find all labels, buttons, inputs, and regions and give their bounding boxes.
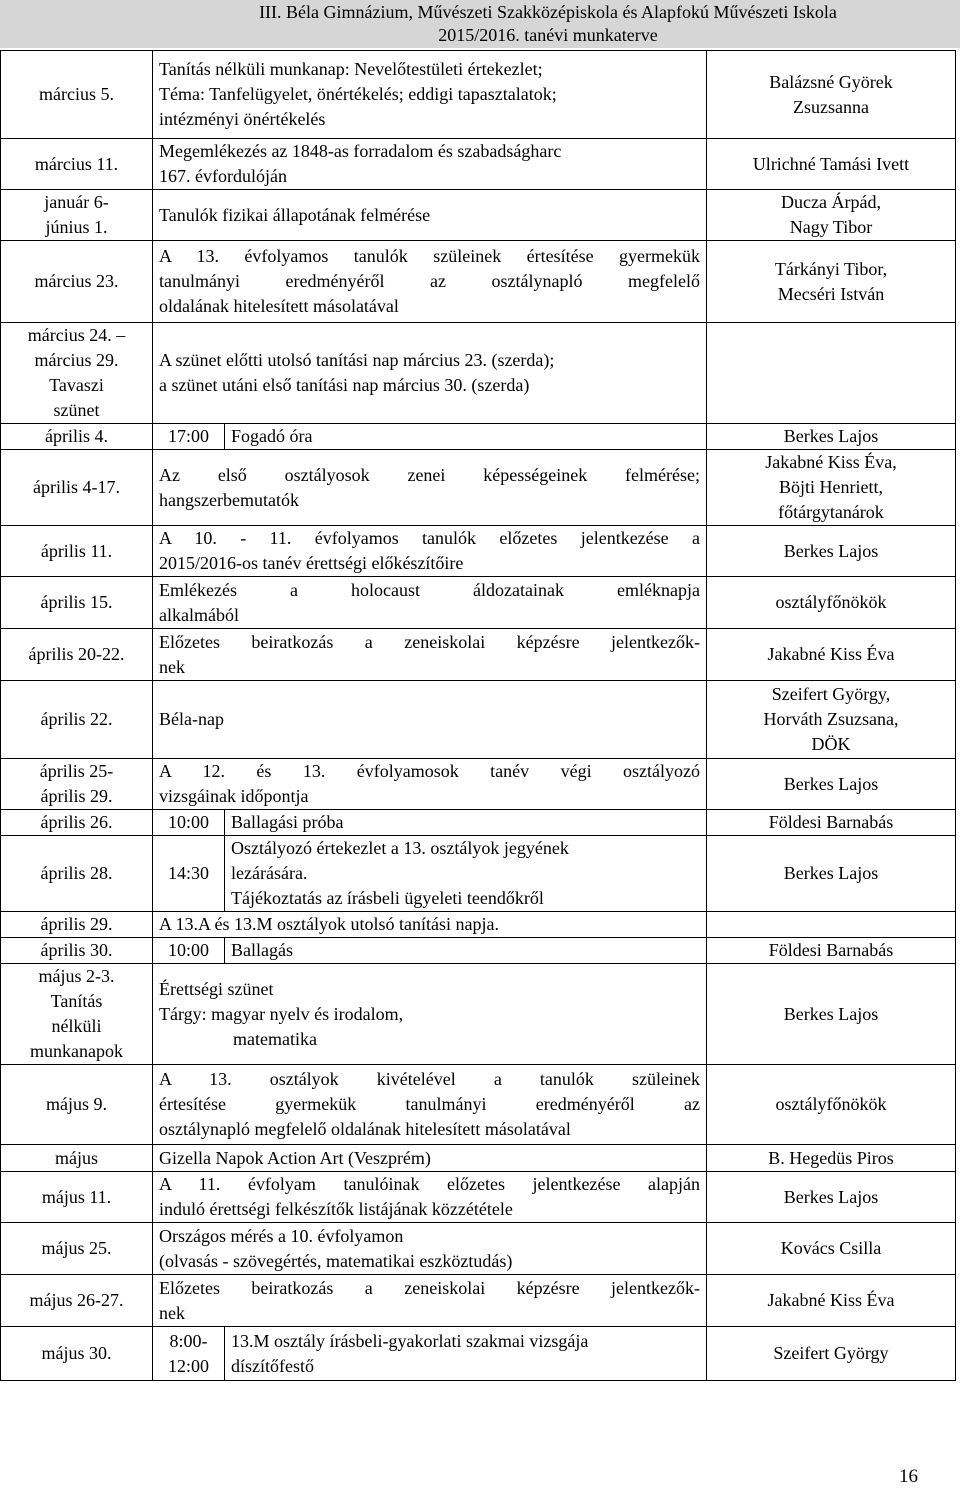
row-event [153, 323, 707, 424]
responsible-line: Berkes Lajos [783, 426, 879, 446]
row-event [153, 1275, 707, 1327]
date-line: április 28. [40, 863, 113, 883]
schedule-row [1, 1327, 956, 1381]
event-line: 2015/2016-os tanév érettségi előkészítőire [159, 553, 464, 573]
row-event [153, 450, 707, 526]
row-responsible [707, 450, 956, 526]
event-line: nek [159, 1302, 185, 1323]
header-school-name: III. Béla Gimnázium, Művészeti Szakközépiskola és Alapfokú Művészeti Iskola [259, 2, 837, 22]
row-responsible [707, 629, 956, 681]
date-line: március 5. [39, 84, 114, 104]
responsible-line: Mecséri István [777, 283, 885, 304]
responsible-line: Berkes Lajos [783, 773, 879, 794]
responsible-line: főtárgytanárok [778, 502, 884, 522]
row-date [1, 1275, 153, 1327]
event-line: Érettségi szünet [159, 978, 274, 999]
event-line: A 13. osztályok kivételével a tanulók szüleinek [159, 1069, 700, 1089]
date-line: munkanapok [30, 1041, 123, 1061]
row-date [1, 190, 153, 241]
row-event [153, 964, 707, 1065]
date-line: szünet [53, 400, 100, 420]
responsible-line: osztályfőnökök [775, 592, 887, 612]
row-event [225, 810, 707, 836]
schedule-row [1, 241, 956, 323]
event-line: Ballagás [231, 940, 293, 960]
schedule-row [1, 629, 956, 681]
date-line: április 4-17. [33, 477, 120, 497]
schedule-row [1, 577, 956, 629]
row-date [1, 1172, 153, 1223]
responsible-line: Balázsné Györek [769, 71, 893, 92]
row-responsible [707, 810, 956, 836]
row-time: 14:30 [153, 836, 225, 912]
schedule-row [1, 1065, 956, 1145]
schedule-row [1, 190, 956, 241]
row-event [153, 577, 707, 629]
schedule-row [1, 51, 956, 139]
event-line: Gizella Napok Action Art (Veszprém) [159, 1147, 431, 1168]
row-event [153, 1065, 707, 1145]
event-line: 167. évfordulóján [159, 166, 287, 186]
date-line: nélküli [51, 1016, 102, 1036]
row-event [225, 938, 707, 964]
row-event [153, 1223, 707, 1275]
responsible-line: Ulrichné Tamási Ivett [752, 153, 910, 174]
date-line: Tavaszi [49, 375, 104, 395]
row-date [1, 577, 153, 629]
row-responsible [707, 964, 956, 1065]
event-line: Osztályozó értekezlet a 13. osztályok jegyének [231, 838, 569, 858]
responsible-line: Földesi Barnabás [768, 812, 894, 832]
schedule-table [0, 50, 956, 1381]
event-line: Előzetes beiratkozás a zeneiskolai képzésre jelentkezők- [159, 1277, 700, 1298]
row-event [225, 1327, 707, 1381]
row-responsible [707, 681, 956, 759]
date-line: április 4. [45, 426, 108, 446]
responsible-line: Berkes Lajos [783, 540, 879, 561]
date-line: március 11. [34, 153, 119, 174]
schedule-row [1, 810, 956, 836]
row-responsible [707, 241, 956, 323]
schedule-row [1, 938, 956, 964]
responsible-line: Tárkányi Tibor, [774, 258, 888, 279]
row-date [1, 241, 153, 323]
date-line: április 22. [40, 709, 113, 729]
date-line: június 1. [45, 217, 108, 237]
event-line: (olvasás - szövegértés, matematikai eszköztudás) [159, 1250, 513, 1271]
row-responsible [707, 836, 956, 912]
row-date [1, 938, 153, 964]
row-event [153, 526, 707, 577]
row-responsible [707, 759, 956, 810]
date-line: március 24. – [27, 325, 126, 345]
row-responsible [707, 1172, 956, 1223]
schedule-row [1, 681, 956, 759]
event-line: 13.M osztály írásbeli-gyakorlati szakmai vizsgája [231, 1330, 589, 1351]
row-date [1, 526, 153, 577]
event-line: lezárására. [231, 863, 308, 883]
event-line: Megemlékezés az 1848-as forradalom és szabadságharc [159, 141, 562, 161]
event-line: intézményi önértékelés [159, 109, 326, 129]
row-date [1, 1065, 153, 1145]
event-line: a szünet utáni első tanítási nap március 30. (szerda) [159, 375, 530, 395]
event-line: Tanulók fizikai állapotának felmérése [159, 204, 431, 225]
date-line: május 9. [46, 1094, 107, 1114]
date-line: március 29. [34, 350, 119, 370]
event-line: tanulmányi eredményéről az osztálynapló megfelelő [159, 271, 700, 291]
responsible-line: DÖK [811, 734, 851, 754]
responsible-line: Jakabné Kiss Éva [767, 1290, 895, 1310]
date-line: április 25- [39, 761, 114, 781]
date-line: január 6- [44, 192, 109, 212]
event-line: alkalmából [159, 604, 239, 625]
schedule-row [1, 1223, 956, 1275]
row-responsible [707, 938, 956, 964]
row-date [1, 139, 153, 190]
row-event [153, 139, 707, 190]
event-line: Országos mérés a 10. évfolyamon [159, 1225, 404, 1246]
event-line: vizsgáinak időpontja [159, 786, 309, 806]
date-line: április 30. [40, 940, 113, 960]
event-line: A 13. évfolyamos tanulók szüleinek értesítése gyermekük [159, 246, 700, 266]
responsible-line: Szeifert György, [771, 684, 891, 704]
responsible-line: B. Hegedüs Piros [768, 1147, 894, 1168]
date-line: április 20-22. [28, 644, 125, 664]
page-header [0, 0, 960, 48]
event-line: Fogadó óra [231, 426, 313, 446]
row-responsible [707, 912, 956, 938]
schedule-row [1, 1145, 956, 1172]
row-event [153, 241, 707, 323]
event-line: Emlékezés a holocaust áldozatainak emléknapja [159, 579, 700, 600]
date-line: április 29. [40, 914, 113, 934]
date-line: április 15. [40, 592, 113, 612]
event-line: A 10. - 11. évfolyamos tanulók előzetes jelentkezése a [159, 528, 700, 548]
event-line: Ballagási próba [231, 812, 344, 832]
schedule-row [1, 759, 956, 810]
event-line: oldalának hitelesített másolatával [159, 296, 399, 316]
row-date [1, 1145, 153, 1172]
row-responsible [707, 424, 956, 450]
event-line: induló érettségi felkészítők listájának közzététele [159, 1199, 513, 1219]
event-line: hangszerbemutatók [159, 489, 299, 510]
responsible-line: Földesi Barnabás [768, 940, 894, 960]
event-line: díszítőfestő [231, 1355, 314, 1376]
responsible-line: Szeifert György [773, 1343, 889, 1363]
schedule-row [1, 450, 956, 526]
event-line: Tanítás nélküli munkanap: Nevelőtestületi értekezlet; [159, 59, 543, 79]
responsible-line: Nagy Tibor [789, 217, 873, 237]
row-time: 17:00 [153, 424, 225, 450]
responsible-line: osztályfőnökök [775, 1094, 887, 1114]
schedule-row [1, 964, 956, 1065]
schedule-row [1, 836, 956, 912]
header-plan-title: 2015/2016. tanévi munkaterve [438, 25, 658, 45]
row-date [1, 810, 153, 836]
event-line: A szünet előtti utolsó tanítási nap március 23. (szerda); [159, 350, 555, 370]
row-event [153, 1172, 707, 1223]
responsible-line: Ducza Árpád, [781, 192, 881, 212]
row-date [1, 964, 153, 1065]
row-responsible [707, 139, 956, 190]
row-responsible [707, 1223, 956, 1275]
row-event [153, 912, 707, 938]
event-line: osztálynapló megfelelő oldalának hitelesített másolatával [159, 1119, 571, 1139]
row-responsible [707, 190, 956, 241]
schedule-row [1, 323, 956, 424]
event-line: A 12. és 13. évfolyamosok tanév végi osztályozó [159, 761, 700, 781]
row-responsible [707, 526, 956, 577]
date-line: április 11. [40, 540, 113, 561]
event-line: A 11. évfolyam tanulóinak előzetes jelentkezése alapján [159, 1174, 700, 1194]
row-responsible [707, 51, 956, 139]
row-responsible [707, 1145, 956, 1172]
row-date [1, 1327, 153, 1381]
event-line: Az első osztályosok zenei képességeinek felmérése; [159, 464, 700, 485]
row-time: 10:00 [153, 938, 225, 964]
row-date [1, 450, 153, 526]
row-responsible [707, 1327, 956, 1381]
schedule-row [1, 912, 956, 938]
row-event [153, 681, 707, 759]
responsible-line: Horváth Zsuzsana, [763, 709, 899, 729]
row-date [1, 629, 153, 681]
date-line: április 29. [40, 786, 113, 806]
responsible-line: Zsuzsanna [793, 96, 869, 117]
row-date [1, 912, 153, 938]
row-time: 10:00 [153, 810, 225, 836]
row-event [153, 1145, 707, 1172]
event-line: Tárgy: magyar nyelv és irodalom, [159, 1003, 404, 1024]
date-line: május 30. [41, 1343, 112, 1363]
row-date [1, 836, 153, 912]
date-line: május [55, 1147, 98, 1168]
responsible-line: Kovács Csilla [780, 1238, 882, 1258]
row-date [1, 323, 153, 424]
event-line: matematika [233, 1028, 317, 1049]
row-date [1, 681, 153, 759]
date-line: május 26-27. [29, 1290, 124, 1310]
responsible-line: Jakabné Kiss Éva, [765, 452, 897, 472]
row-date [1, 424, 153, 450]
row-date [1, 759, 153, 810]
event-line: Téma: Tanfelügyelet, önértékelés; eddigi tapasztalatok; [159, 84, 557, 104]
row-event [153, 629, 707, 681]
date-line: május 2-3. [38, 966, 115, 986]
responsible-line: Böjti Henriett, [779, 477, 883, 497]
row-date [1, 1223, 153, 1275]
row-responsible [707, 1275, 956, 1327]
row-event [153, 190, 707, 241]
event-line: nek [159, 656, 185, 677]
event-line: értesítése gyermekük tanulmányi eredményéről az [159, 1094, 700, 1114]
row-event [225, 424, 707, 450]
event-line: Béla-nap [159, 709, 224, 729]
responsible-line: Berkes Lajos [783, 1186, 879, 1207]
row-time: 8:00- 12:00 [153, 1327, 225, 1381]
date-line: április 26. [40, 812, 113, 832]
schedule-row [1, 526, 956, 577]
row-responsible [707, 577, 956, 629]
schedule-row [1, 1172, 956, 1223]
date-line: március 23. [34, 271, 119, 291]
event-line: Előzetes beiratkozás a zeneiskolai képzésre jelentkezők- [159, 631, 700, 652]
page-number: 16 [899, 1466, 918, 1487]
schedule-row [1, 139, 956, 190]
date-line: május 25. [41, 1238, 112, 1258]
responsible-line: Berkes Lajos [783, 863, 879, 883]
responsible-line: Berkes Lajos [783, 1003, 879, 1024]
row-event [153, 759, 707, 810]
row-event [225, 836, 707, 912]
schedule-row [1, 1275, 956, 1327]
responsible-line: Jakabné Kiss Éva [767, 644, 895, 664]
row-event [153, 51, 707, 139]
event-line: A 13.A és 13.M osztályok utolsó tanítási napja. [159, 914, 499, 934]
row-responsible [707, 1065, 956, 1145]
row-responsible [707, 323, 956, 424]
schedule-row [1, 424, 956, 450]
date-line: május 11. [41, 1186, 112, 1207]
row-date [1, 51, 153, 139]
event-line: Tájékoztatás az írásbeli ügyeleti teendőkről [231, 888, 544, 908]
date-line: Tanítás [50, 991, 103, 1011]
